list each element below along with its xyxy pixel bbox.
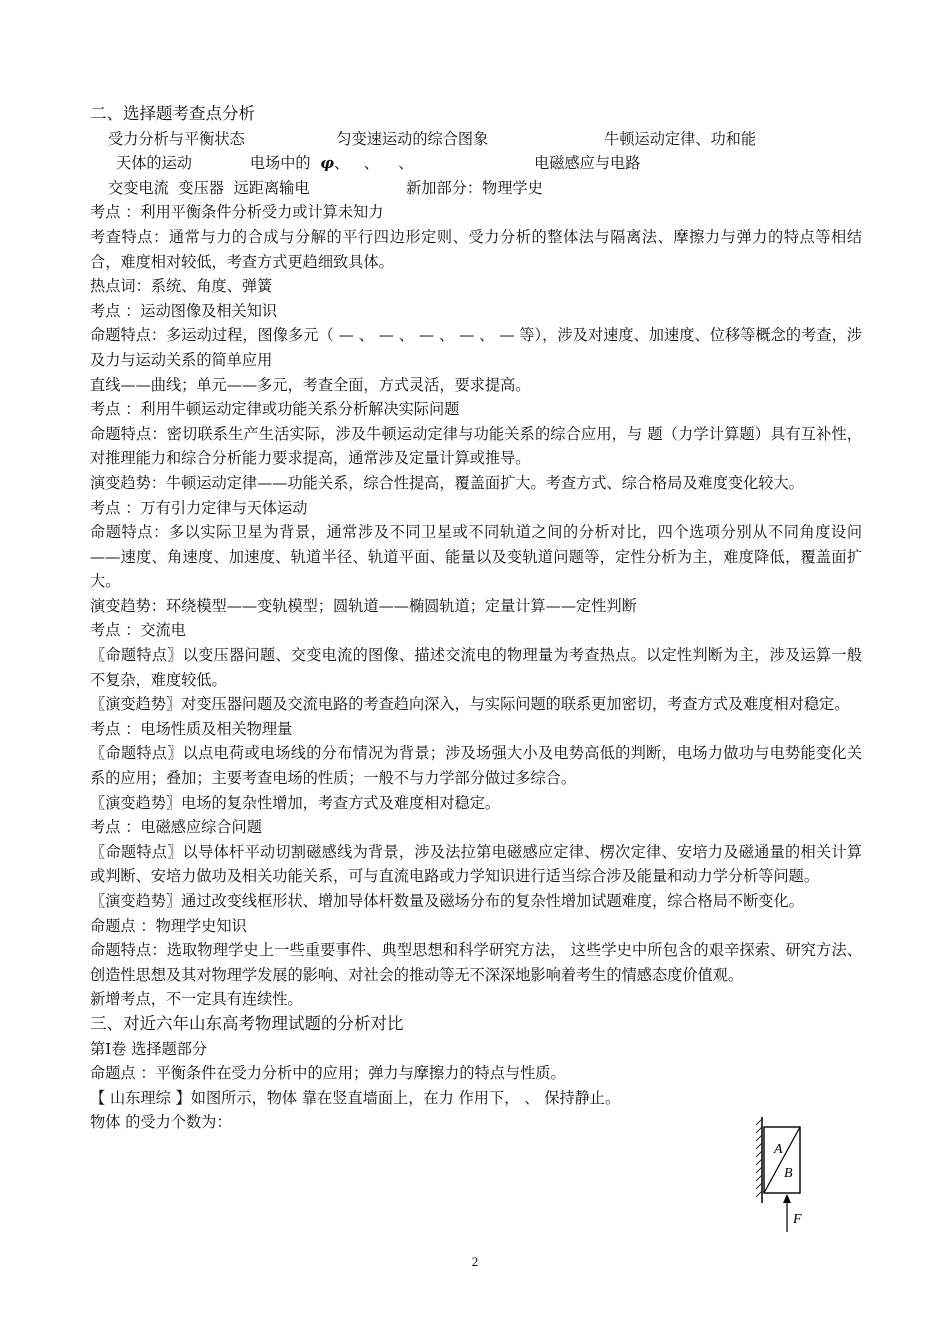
topics-row-1: 受力分析与平衡状态 匀变速运动的综合图象 牛顿运动定律、功和能 xyxy=(108,129,757,148)
kd5-feature: 〖命题特点〗以变压器问题、交变电流的图像、描述交流电的物理量为考查热点。以定性判断为主，涉及运算一般不复杂，难度较低。 xyxy=(90,646,862,689)
kd8-feature: 命题特点：选取物理学史上一些重要事件、典型思想和科学研究方法， 这些学史中所包含的艰辛探索、研究方法、创造性思想及其对物理学发展的影响、对社会的推动等无不深深地影响着考生的情感态度价值观。 xyxy=(90,941,862,984)
kd7-title: 考点 ：电磁感应综合问题 xyxy=(90,818,262,837)
kd3-title: 考点 ：利用牛顿运动定律或功能关系分析解决实际问题 xyxy=(90,400,460,419)
kd7-trend: 〖演变趋势〗通过改变线框形状、增加导体杆数量及磁场分布的复杂性增加试题难度，综合格局不断变化。 xyxy=(90,892,804,910)
topics-row-2-b: 、 、 、 电磁感应与电路 xyxy=(334,154,641,173)
kd6-trend: 〖演变趋势〗电场的复杂性增加，考查方式及难度相对稳定。 xyxy=(90,793,501,812)
wall-hatching xyxy=(756,1119,762,1197)
kd1-hot-words: 热点词：系统、角度、弹簧 xyxy=(90,277,273,296)
section2-title: 二、选择题考查点分析 xyxy=(90,104,255,123)
label-a: A xyxy=(774,1142,783,1157)
kd5-title: 考点 ：交流电 xyxy=(90,621,186,640)
kd4-feature: 命题特点：多以实际卫星为背景，通常涉及不同卫星或不同轨道之间的分析对比，四个选项分别从不同角度设问——速度、角速度、加速度、轨道半径、轨道平面、能量以及变轨道问题等，定性分析为主，难度降低，覆盖面扩大。 xyxy=(90,523,862,591)
kd4-trend: 演变趋势：环绕模型——变轨模型；圆轨道——椭圆轨道；定量计算——定性判断 xyxy=(90,596,637,615)
wall-blocks-figure xyxy=(752,1115,812,1235)
label-b: B xyxy=(784,1166,793,1181)
mingti-point-1: 命题点 ：平衡条件在受力分析中的应用；弹力与摩擦力的特点与性质。 xyxy=(90,1064,566,1083)
kd4-title: 考点 ：万有引力定律与天体运动 xyxy=(90,498,308,517)
question-line-1: 【 山东理综 】如图所示，物体 靠在竖直墙面上，在力 作用下， 、 保持静止。 xyxy=(90,1088,621,1107)
kd5-trend: 〖演变趋势〗对变压器问题及交流电路的考查趋向深入，与实际问题的联系更加密切，考查方式及难度相对稳定。 xyxy=(90,695,850,714)
part1-title: 第Ⅰ卷 选择题部分 xyxy=(90,1039,208,1058)
topics-row-2-a: 天体的运动 电场中的 xyxy=(116,154,321,173)
kd2-title: 考点 ：运动图像及相关知识 xyxy=(90,301,278,320)
phi-symbol: φ xyxy=(320,154,335,173)
question-line-2: 物体 的受力个数为： xyxy=(90,1113,232,1132)
kd1-feature: 考查特点：通常与力的合成与分解的平行四边形定则、受力分析的整体法与隔离法、摩擦力与弹力的特点等相结合，难度相对较低，考查方式更趋细致具体。 xyxy=(90,227,862,271)
section3-title: 三、对近六年山东高考物理试题的分析对比 xyxy=(90,1013,404,1033)
kd6-title: 考点 ：电场性质及相关物理量 xyxy=(90,719,293,738)
block-diagonal xyxy=(764,1127,800,1193)
kd8-note: 新增考点，不一定具有连续性。 xyxy=(90,990,303,1009)
kd2-trend: 直线——曲线；单元——多元，考查全面，方式灵活，要求提高。 xyxy=(90,375,531,394)
kd7-feature: 〖命题特点〗以导体杆平动切割磁感线为背景，涉及法拉第电磁感应定律、楞次定律、安培力及磁通量的相关计算或判断、安培力做功及相关功能关系，可与直流电路或力学知识进行适当综合涉及能量和动力学分析等问题。 xyxy=(90,842,862,886)
topics-row-3: 交变电流 变压器 远距离输电 新加部分：物理学史 xyxy=(108,178,543,197)
kd6-feature: 〖命题特点〗以点电荷或电场线的分布情况为背景；涉及场强大小及电势高低的判断，电场力做功与电势能变化关系的应用；叠加；主要考查电场的性质；一般不与力学部分做过多综合。 xyxy=(90,744,862,788)
topics-row-2 xyxy=(90,151,862,176)
kd8-title: 命题点 ：物理学史知识 xyxy=(90,916,247,935)
kd3-feature: 命题特点：密切联系生产生活实际，涉及牛顿运动定律与功能关系的综合应用，与 题（力学计算题）具有互补性，对推理能力和综合分析能力要求提高，通常涉及定量计算或推导。 xyxy=(90,424,862,468)
label-f: F xyxy=(793,1212,802,1227)
kd3-trend: 演变趋势：牛顿运动定律——功能关系，综合性提高，覆盖面扩大。考查方式、综合格局及难度变化较大。 xyxy=(90,473,804,492)
kd2-feature: 命题特点：多运动过程，图像多元（ — 、 — 、 — 、 — 、 — 等），涉及对速度、加速度、位移等概念的考查，涉及力与运动关系的简单应用 xyxy=(90,326,862,369)
page-number: 2 xyxy=(471,1254,479,1269)
kd1-title: 考点 ：利用平衡条件分析受力或计算未知力 xyxy=(90,203,384,222)
document-body xyxy=(90,102,862,1135)
force-arrow-head xyxy=(783,1194,791,1203)
